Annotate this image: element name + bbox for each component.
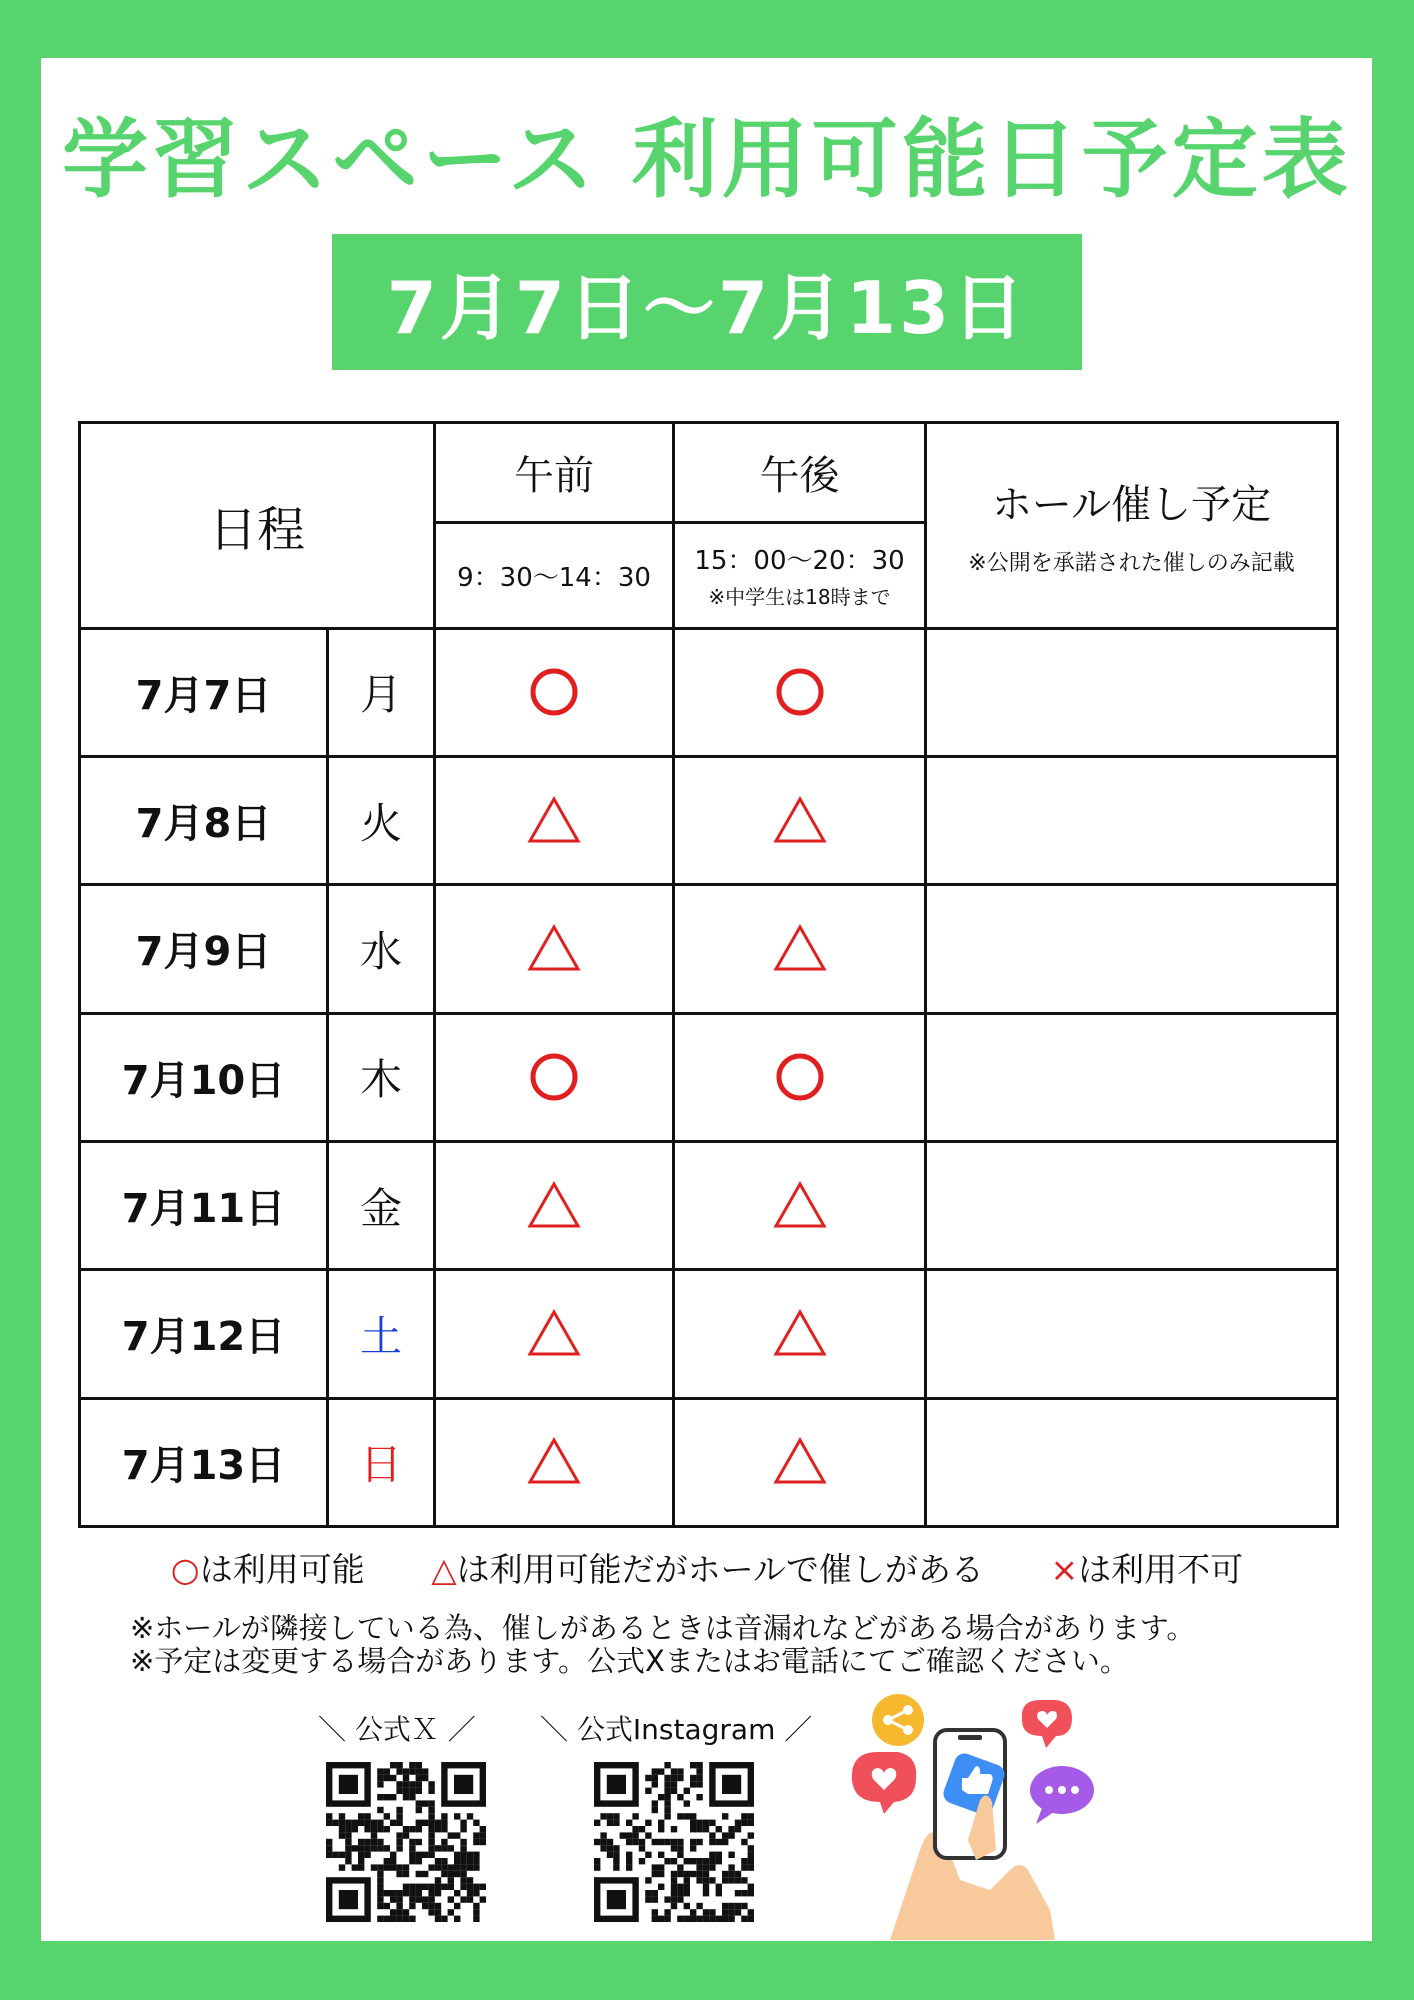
date-cell: 7月13日: [80, 1398, 328, 1526]
triangle-event-mark: [770, 1432, 830, 1492]
afternoon-availability-cell: [674, 628, 926, 756]
legend: [0, 1544, 1414, 1591]
header-morning-time: 9：30〜14：30: [435, 523, 674, 628]
table-row: [80, 628, 1338, 756]
legend-triangle-symbol: △: [431, 1550, 457, 1589]
legend-triangle-text: は利用可能だがホールで催しがある: [456, 1550, 984, 1589]
note-line: ※ホールが隣接している為、催しがあるときは音漏れなどがある場合があります。: [130, 1611, 1196, 1645]
table-row: [80, 1141, 1338, 1269]
table-row: [80, 1398, 1338, 1526]
date-cell: 7月11日: [80, 1141, 328, 1269]
triangle-event-mark: [770, 1176, 830, 1236]
afternoon-availability-cell: [674, 1013, 926, 1141]
schedule-table: [78, 421, 1339, 1528]
hall-event-cell: [926, 1013, 1338, 1141]
date-cell: 7月9日: [80, 885, 328, 1013]
header-afternoon-note: ※中学生は18時まで: [708, 585, 891, 610]
day-of-week-cell: 金: [328, 1141, 435, 1269]
afternoon-availability-cell: [674, 756, 926, 884]
table-row: [80, 885, 1338, 1013]
triangle-event-mark: [524, 1176, 584, 1236]
day-of-week-cell: 土: [328, 1270, 435, 1398]
table-row: [80, 1013, 1338, 1141]
qr-code-x[interactable]: [326, 1762, 486, 1922]
table-row: [80, 1270, 1338, 1398]
afternoon-availability-cell: [674, 1141, 926, 1269]
header-hall-title: ホール催し予定: [991, 482, 1272, 529]
day-of-week-cell: 日: [328, 1398, 435, 1526]
date-cell: 7月7日: [80, 628, 328, 756]
day-of-week-cell: 月: [328, 628, 435, 756]
hall-event-cell: [926, 628, 1338, 756]
legend-cross-text: は利用不可: [1078, 1550, 1244, 1589]
day-of-week-cell: 火: [328, 756, 435, 884]
morning-availability-cell: [435, 628, 674, 756]
date-range-banner: 7月7日〜7月13日: [332, 234, 1082, 370]
legend-circle-symbol: ○: [170, 1550, 200, 1589]
social-media-illustration: [850, 1690, 1100, 1940]
date-cell: 7月10日: [80, 1013, 328, 1141]
header-schedule: 日程: [80, 423, 435, 629]
morning-availability-cell: [435, 1270, 674, 1398]
header-hall-note: ※公開を承諾された催しのみ記載: [968, 551, 1295, 577]
triangle-event-mark: [524, 1304, 584, 1364]
date-cell: 7月12日: [80, 1270, 328, 1398]
legend-event: [431, 1550, 984, 1589]
morning-availability-cell: [435, 1013, 674, 1141]
morning-availability-cell: [435, 1398, 674, 1526]
qr-code-instagram[interactable]: [590, 1762, 758, 1922]
triangle-event-mark: [770, 791, 830, 851]
chat-icon: [1030, 1766, 1094, 1824]
morning-availability-cell: [435, 756, 674, 884]
share-icon: [872, 1694, 924, 1746]
header-afternoon: 午後: [674, 423, 926, 523]
circle-available-mark: [770, 662, 830, 722]
hall-event-cell: [926, 885, 1338, 1013]
hall-event-cell: [926, 756, 1338, 884]
header-morning: 午前: [435, 423, 674, 523]
table-row: [80, 756, 1338, 884]
circle-available-mark: [524, 662, 584, 722]
legend-unavailable: [1050, 1550, 1243, 1589]
afternoon-availability-cell: [674, 1270, 926, 1398]
morning-availability-cell: [435, 885, 674, 1013]
legend-available: [171, 1550, 365, 1589]
afternoon-availability-cell: [674, 885, 926, 1013]
header-afternoon-time-cell: [674, 523, 926, 628]
hall-event-cell: [926, 1398, 1338, 1526]
circle-available-mark: [770, 1047, 830, 1107]
triangle-event-mark: [524, 791, 584, 851]
note-line: ※予定は変更する場合があります。公式Xまたはお電話にてご確認ください。: [130, 1644, 1129, 1678]
triangle-event-mark: [770, 919, 830, 979]
qr-instagram-label: ＼ 公式Instagram ／: [540, 1713, 813, 1746]
heart-icon: [852, 1752, 916, 1814]
header-afternoon-time: 15：00〜20：30: [694, 546, 905, 577]
date-cell: 7月8日: [80, 756, 328, 884]
hall-event-cell: [926, 1141, 1338, 1269]
notes: [130, 1612, 1195, 1678]
page-title: 学習スペース 利用可能日予定表: [62, 110, 1352, 210]
triangle-event-mark: [524, 919, 584, 979]
header-hall: [926, 423, 1338, 629]
hall-event-cell: [926, 1270, 1338, 1398]
heart-icon: [1022, 1700, 1072, 1748]
legend-cross-symbol: ×: [1050, 1550, 1079, 1589]
afternoon-availability-cell: [674, 1398, 926, 1526]
triangle-event-mark: [524, 1432, 584, 1492]
day-of-week-cell: 木: [328, 1013, 435, 1141]
morning-availability-cell: [435, 1141, 674, 1269]
day-of-week-cell: 水: [328, 885, 435, 1013]
triangle-event-mark: [770, 1304, 830, 1364]
legend-circle-text: は利用可能: [199, 1550, 365, 1589]
circle-available-mark: [524, 1047, 584, 1107]
schedule-rows: [80, 628, 1338, 1526]
qr-x-label: ＼ 公式Ｘ ／: [318, 1713, 476, 1746]
